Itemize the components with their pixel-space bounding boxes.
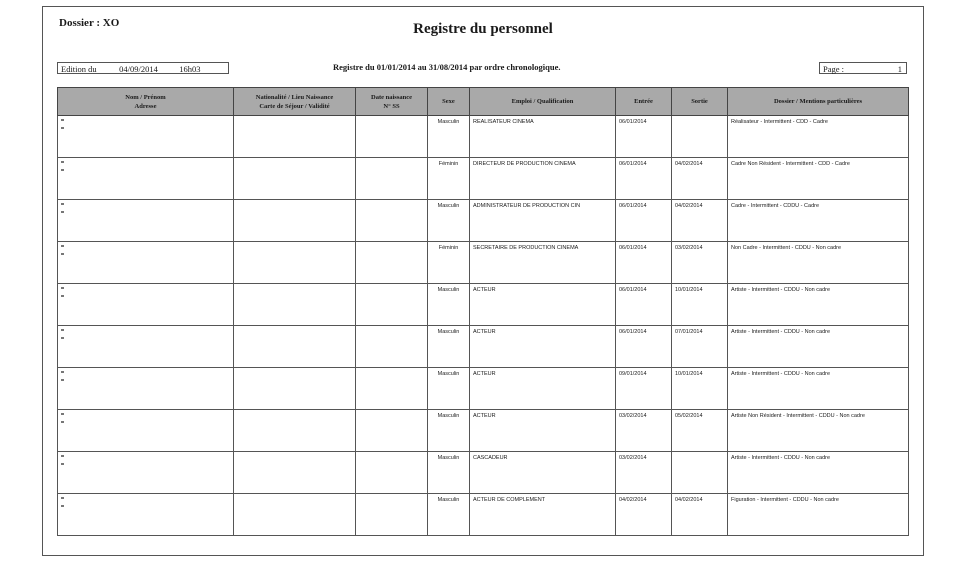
emploi-cell: ACTEUR <box>470 410 616 452</box>
entree-cell: 03/02/2014 <box>616 410 672 452</box>
dossier-cell: Artiste - Intermittent - CDDU - Non cadre <box>728 326 909 368</box>
col-dossier: Dossier / Mentions particulières <box>728 88 909 116</box>
dossier-cell: Artiste - Intermittent - CDDU - Non cadre <box>728 368 909 410</box>
table-row <box>58 410 909 452</box>
table-row <box>58 284 909 326</box>
sexe-cell: Masculin <box>428 200 470 242</box>
sortie-cell <box>672 452 728 494</box>
dossier-cell: Réalisateur - Intermittent - CDD - Cadre <box>728 116 909 158</box>
report-title: Registre du personnel <box>413 21 553 37</box>
entree-cell: 09/01/2014 <box>616 368 672 410</box>
emploi-cell: ACTEUR DE COMPLEMENT <box>470 494 616 536</box>
table-row <box>58 326 909 368</box>
table-row <box>58 368 909 410</box>
report-page <box>42 6 924 556</box>
entree-cell: 06/01/2014 <box>616 242 672 284</box>
edition-date: 04/09/2014 <box>119 64 158 74</box>
entree-cell: 04/02/2014 <box>616 494 672 536</box>
col-date-naissance: Date naissance N° SS <box>356 88 428 116</box>
entree-cell: 06/01/2014 <box>616 200 672 242</box>
sexe-cell: Masculin <box>428 368 470 410</box>
sortie-cell: 03/02/2014 <box>672 242 728 284</box>
register-table <box>57 87 909 536</box>
table-row <box>58 158 909 200</box>
redacted-cell <box>58 242 234 284</box>
edition-time: 16h03 <box>179 64 201 74</box>
table-row <box>58 116 909 158</box>
sexe-cell: Masculin <box>428 116 470 158</box>
entree-cell: 06/01/2014 <box>616 326 672 368</box>
emploi-cell: ACTEUR <box>470 368 616 410</box>
col-nom: Nom / Prénom Adresse <box>58 88 234 116</box>
sortie-cell: 07/01/2014 <box>672 326 728 368</box>
sexe-cell: Féminin <box>428 158 470 200</box>
entree-cell: 06/01/2014 <box>616 284 672 326</box>
sexe-cell: Masculin <box>428 494 470 536</box>
emploi-cell: ADMINISTRATEUR DE PRODUCTION CIN <box>470 200 616 242</box>
dossier-cell: Artiste Non Résident - Intermittent - CDDU - Non cadre <box>728 410 909 452</box>
col-emploi: Emploi / Qualification <box>470 88 616 116</box>
page-label: Page : <box>823 64 845 74</box>
entree-cell: 03/02/2014 <box>616 452 672 494</box>
redacted-cell <box>58 284 234 326</box>
sortie-cell: 10/01/2014 <box>672 368 728 410</box>
emploi-cell: REALISATEUR CINEMA <box>470 116 616 158</box>
col-sexe: Sexe <box>428 88 470 116</box>
sortie-cell: 04/02/2014 <box>672 494 728 536</box>
redacted-cell <box>58 494 234 536</box>
page-number: 1 <box>897 64 902 74</box>
dossier-cell: Figuration - Intermittent - CDDU - Non cadre <box>728 494 909 536</box>
dossier-cell: Artiste - Intermittent - CDDU - Non cadre <box>728 452 909 494</box>
sortie-cell: 10/01/2014 <box>672 284 728 326</box>
emploi-cell: SECRETAIRE DE PRODUCTION CINEMA <box>470 242 616 284</box>
sortie-cell: 04/02/2014 <box>672 158 728 200</box>
sexe-cell: Féminin <box>428 242 470 284</box>
report-subtitle: Registre du 01/01/2014 au 31/08/2014 par ordre chronologique. <box>333 62 561 72</box>
redacted-cell <box>58 326 234 368</box>
col-nationalite: Nationalité / Lieu Naissance Carte de Séjour / Validité <box>234 88 356 116</box>
dossier-cell: Artiste - Intermittent - CDDU - Non cadre <box>728 284 909 326</box>
dossier-label: Dossier : XO <box>59 17 120 29</box>
table-row <box>58 242 909 284</box>
col-sortie: Sortie <box>672 88 728 116</box>
emploi-cell: ACTEUR <box>470 326 616 368</box>
sexe-cell: Masculin <box>428 410 470 452</box>
table-header-row <box>58 88 909 116</box>
dossier-cell: Cadre - Intermittent - CDDU - Cadre <box>728 200 909 242</box>
col-entree: Entrée <box>616 88 672 116</box>
redacted-cell <box>58 116 234 158</box>
emploi-cell: CASCADEUR <box>470 452 616 494</box>
sortie-cell <box>672 116 728 158</box>
sexe-cell: Masculin <box>428 284 470 326</box>
edition-label: Edition du <box>61 64 97 74</box>
sortie-cell: 04/02/2014 <box>672 200 728 242</box>
emploi-cell: ACTEUR <box>470 284 616 326</box>
redacted-cell <box>58 410 234 452</box>
dossier-cell: Cadre Non Résident - Intermittent - CDD - Cadre <box>728 158 909 200</box>
entree-cell: 06/01/2014 <box>616 158 672 200</box>
table-row <box>58 200 909 242</box>
sortie-cell: 05/02/2014 <box>672 410 728 452</box>
redacted-cell <box>58 158 234 200</box>
redacted-cell <box>58 368 234 410</box>
table-row <box>58 452 909 494</box>
sexe-cell: Masculin <box>428 452 470 494</box>
table-row <box>58 494 909 536</box>
edition-box <box>57 62 229 74</box>
dossier-cell: Non Cadre - Intermittent - CDDU - Non cadre <box>728 242 909 284</box>
emploi-cell: DIRECTEUR DE PRODUCTION CINEMA <box>470 158 616 200</box>
entree-cell: 06/01/2014 <box>616 116 672 158</box>
redacted-cell <box>58 200 234 242</box>
sexe-cell: Masculin <box>428 326 470 368</box>
page-box <box>819 62 907 74</box>
redacted-cell <box>58 452 234 494</box>
